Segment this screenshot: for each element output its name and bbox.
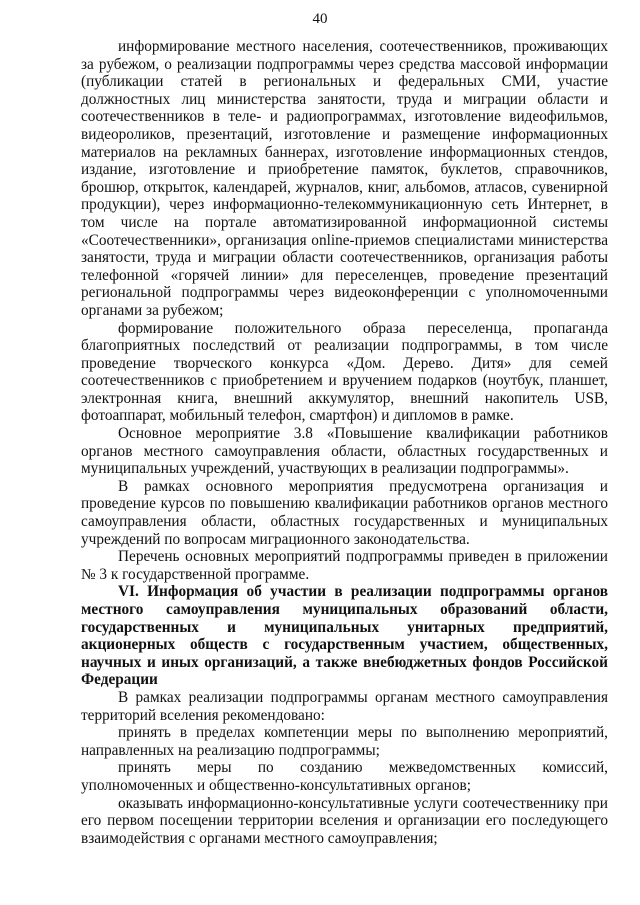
paragraph-training-courses: В рамках основного мероприятия предусмотрена организация и проведение курсов по повышению квалификации работников органов местного самоуправления области, областных государственных и муниципальных учреждений по вопросам миграционного законодательства. bbox=[81, 477, 608, 548]
paragraph-recommendation-measures: принять в пределах компетенции меры по выполнению мероприятий, направленных на реализацию подпрограммы; bbox=[81, 724, 608, 759]
page-number: 40 bbox=[312, 11, 328, 27]
paragraph-recommendation-commissions: принять меры по созданию межведомственных комиссий, уполномоченных и общественно-консультативных органов; bbox=[81, 759, 608, 794]
paragraph-recommendations-intro: В рамках реализации подпрограммы органам местного самоуправления территорий вселения рекомендовано: bbox=[81, 688, 608, 724]
paragraph-positive-image: формирование положительного образа переселенца, пропаганда благоприятных последствий от реализации подпрограммы, в том числе проведение творческого конкурса «Дом. Дерево. Дитя» для семей соотечественников с приобретением и вручением подарков (ноутбук, планшет, электронная книга, внешний аккумулятор, внешний накопитель USB, фотоаппарат, мобильный телефон, смартфон) и дипломов в рамке. bbox=[81, 319, 608, 425]
paragraph-information-support: информирование местного населения, соотечественников, проживающих за рубежом, о реализации подпрограммы через средства массовой информации (публикации статей в региональных и федеральных СМИ, участие должностных лиц министерства занятости, труда и миграции области и соотечественников в теле- и радиопрограммах, изготовление видеофильмов, видеороликов, презентаций, изготовление и размещение информационных материалов на рекламных баннерах, изготовление информационных стендов, издание, изготовление и приобретение памяток, буклетов, справочников, брошюр, открыток, календарей, журналов, книг, альбомов, атласов, сувенирной продукции), через информационно-телекоммуникационную сеть Интернет, в том числе на портале автоматизированной информационной системы «Соотечественники», организация online-приемов специалистами министерства занятости, труда и миграции области соотечественников, организация работы телефонной «горячей линии» для переселенцев, проведение презентаций региональной подпрограммы через видеоконференции с уполномоченными органами за рубежом; bbox=[81, 38, 608, 319]
document-body bbox=[81, 38, 608, 847]
paragraph-recommendation-consulting: оказывать информационно-консультативные услуги соотечественнику при его первом посещении территории вселения и организации его последующего взаимодействия с органами местного самоуправления; bbox=[81, 794, 608, 847]
paragraph-measures-list: Перечень основных мероприятий подпрограммы приведен в приложении № 3 к государственной программе. bbox=[81, 548, 608, 583]
section-heading: VI. Информация об участии в реализации подпрограммы органов местного самоуправления муниципальных образований области, государственных и муниципальных унитарных предприятий, акционерных обществ с государственным участием, общественных, научных и иных организаций, а также внебюджетных фондов Российской Федерации bbox=[81, 583, 608, 689]
paragraph-main-measure-3-8: Основное мероприятие 3.8 «Повышение квалификации работников органов местного самоуправления области, областных государственных и муниципальных учреждений, участвующих в реализации подпрограммы». bbox=[81, 425, 608, 478]
